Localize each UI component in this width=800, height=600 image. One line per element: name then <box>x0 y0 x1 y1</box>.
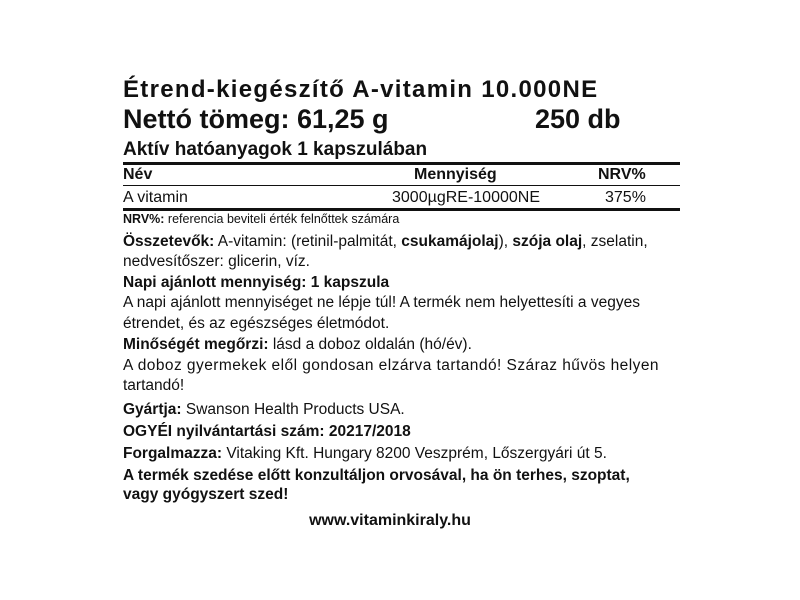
distributor-text: Vitaking Kft. Hungary 8200 Veszprém, Lőszergyári út 5. <box>222 445 607 462</box>
active-ingredients-heading: Aktív hatóanyagok 1 kapszulában <box>123 139 428 160</box>
storage-line-2: tartandó! <box>123 377 185 394</box>
table-bottom-rule <box>123 208 680 211</box>
nrv-note-label: NRV%: <box>123 212 165 226</box>
website-link[interactable]: www.vitaminkiraly.hu <box>309 512 471 529</box>
net-weight-text: Nettó tömeg: 61,25 g <box>123 104 389 134</box>
ingredients-label: Összetevők: <box>123 233 215 250</box>
row-nrv: 375% <box>605 189 646 206</box>
header-amount: Mennyiség <box>414 166 497 183</box>
allergen-1: csukamájolaj <box>401 233 499 250</box>
piece-count: 250 db <box>535 104 621 134</box>
manufacturer-label: Gyártja: <box>123 401 182 418</box>
warning-line-2: étrendet, és az egészséges életmódot. <box>123 315 390 332</box>
row-amount: 3000µgRE-10000NE <box>392 189 540 206</box>
best-before <box>123 336 472 354</box>
row-name: A vitamin <box>123 189 188 206</box>
product-title: Étrend-kiegészítő A-vitamin 10.000NE <box>123 76 599 103</box>
best-before-text: lásd a doboz oldalán (hó/év). <box>268 336 472 353</box>
distributor-label: Forgalmazza: <box>123 445 223 462</box>
table-top-rule <box>123 162 680 165</box>
ingredients-text-2: ), <box>498 233 513 250</box>
header-name: Név <box>123 166 153 183</box>
pregnancy-warning-line-2: vagy gyógyszert szed! <box>123 486 289 503</box>
daily-dose: Napi ajánlott mennyiség: 1 kapszula <box>123 274 390 291</box>
pregnancy-warning-line-1: A termék szedése előtt konzultáljon orvosával, ha ön terhes, szoptat, <box>123 467 630 484</box>
nrv-note-text: referencia beviteli érték felnőttek számára <box>164 212 400 226</box>
storage-line-1: A doboz gyermekek elől gondosan elzárva tartandó! Száraz hűvös helyen <box>123 357 659 374</box>
best-before-label: Minőségét megőrzi: <box>123 336 269 353</box>
header-nrv: NRV% <box>598 166 646 183</box>
ingredients-line-2: nedvesítőszer: glicerin, víz. <box>123 253 310 270</box>
distributor <box>123 445 607 463</box>
ingredients <box>123 233 648 251</box>
registration-number: OGYÉI nyilvántartási szám: 20217/2018 <box>123 423 411 440</box>
manufacturer <box>123 401 405 419</box>
allergen-2: szója olaj <box>512 233 583 250</box>
warning-line-1: A napi ajánlott mennyiséget ne lépje túl! A termék nem helyettesíti a vegyes <box>123 294 640 311</box>
ingredients-text-3: , zselatin, <box>582 233 648 250</box>
manufacturer-text: Swanson Health Products USA. <box>181 401 405 418</box>
nrv-note <box>123 212 399 226</box>
ingredients-text-1: A-vitamin: (retinil-palmitát, <box>214 233 402 250</box>
table-header-rule <box>123 185 680 186</box>
net-weight <box>123 104 621 135</box>
